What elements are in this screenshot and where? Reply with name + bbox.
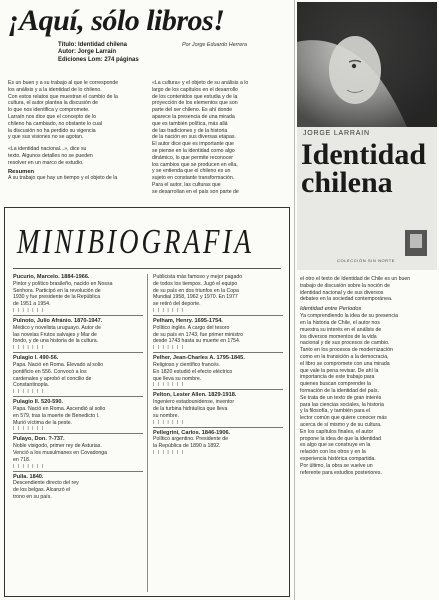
- bio-rule: [153, 352, 283, 353]
- text-row: formación de la identidad del país.: [300, 387, 380, 394]
- text-row: aparece la presencia de una mirada: [152, 113, 235, 120]
- bio-name: Pellegrini, Carlos. 1846-1906.: [153, 429, 231, 436]
- bio-rule: [13, 315, 143, 316]
- review-headline: ¡Aquí, sólo libros!: [8, 4, 225, 37]
- minibio-column-divider: [147, 274, 148, 592]
- text-row: Político inglés. A cargo del tesoro: [153, 324, 230, 331]
- text-row: como en la transición a la democracia,: [300, 353, 389, 360]
- text-row: lector común que quiere conocer más: [300, 415, 387, 422]
- text-row: Ya comprendiendo la idea de su presencia: [300, 313, 398, 320]
- text-row: de las tradiciones y de la historia: [152, 127, 228, 134]
- text-row: 1930 y fue presidente de la República: [13, 294, 101, 301]
- text-row: Pintor y político brasileño, nacido en Nossa: [13, 280, 113, 287]
- text-row: resolver en un marco de estudio.: [8, 159, 84, 166]
- text-row: acerca de sí mismo y de su cultura.: [300, 421, 382, 428]
- bio-name: Pulagio I. 490-56.: [13, 355, 59, 362]
- text-row: trono en su país.: [13, 493, 52, 500]
- text-row: se piense en la identidad como algo: [152, 147, 235, 154]
- review-byline: Por Jorge Eduardo Herrera: [182, 42, 248, 48]
- bio-rule: [13, 471, 143, 472]
- text-row: y se entienda que el chileno es un: [152, 168, 231, 175]
- bio-entry: [153, 318, 283, 353]
- text-row: Venció a los musulmanes en Covadonga: [13, 449, 108, 456]
- bio-rule: [13, 396, 143, 397]
- text-row: de los belgas. Alcanzó el: [13, 487, 71, 494]
- bio-name: Pulayo, Don. ?-737.: [13, 436, 65, 443]
- text-row: proyección de los elementos que son: [152, 100, 238, 107]
- text-row: de su país en dos triunfos en la Copa: [153, 287, 239, 294]
- text-row: A su trabajo que hay un tiempo y el objeto de la: [8, 174, 118, 181]
- column-divider: [294, 0, 295, 600]
- bio-separator: I I I I I I I: [153, 345, 185, 352]
- text-row: es algo que se construye en la: [300, 442, 371, 449]
- text-row: Mundial 1958, 1962 y 1970. En 1977: [153, 294, 238, 301]
- bio-rule: [153, 315, 283, 316]
- text-row: lo que nos identifica y compromete.: [8, 107, 90, 114]
- text-row: En los capítulos finales, el autor: [300, 428, 374, 435]
- text-row: «La cultura» y el objeto de su análisis a lo: [152, 80, 249, 86]
- bio-separator: I I I I I I I: [153, 419, 185, 426]
- section-label: Resumen: [8, 168, 35, 175]
- text-row: Ingeniero estadounidense, inventor: [153, 399, 235, 406]
- text-row: y la filosofía, y también para el: [300, 408, 371, 415]
- text-row: de los contenidos que estudia y de la: [152, 93, 238, 100]
- review-left-column: [8, 80, 148, 181]
- text-row: nacional y de sus procesos de cambio.: [300, 340, 390, 347]
- text-row: «La identidad nacional...», dice su: [8, 146, 87, 153]
- text-row: el otro el texto de Identidad de Chile es un buen: [300, 276, 411, 282]
- bio-entry: [153, 355, 283, 390]
- text-row: parte del ser chileno. Es ahí donde: [152, 107, 233, 114]
- text-row: En 1820 estudió el efecto eléctrico: [153, 368, 233, 375]
- text-row: de la nación en sus diversas etapas.: [152, 134, 236, 141]
- text-row: Político argentino. Presidente de: [153, 436, 228, 443]
- text-row: Religioso y científico francés.: [153, 361, 221, 368]
- minibio-title-rule: [13, 268, 281, 269]
- text-row: Tanto en los procesos de modernización: [300, 347, 393, 354]
- bio-name: Pucurio, Marcelo. 1884-1966.: [13, 274, 90, 280]
- bio-name: Pulagio II. 520-590.: [13, 399, 64, 406]
- text-row: se desarrollan en el país son parte de: [152, 188, 239, 195]
- bio-separator: I I I I I I I: [153, 307, 185, 314]
- text-row: que vale la pena revisar. De ahí la: [300, 367, 379, 374]
- bio-rule: [153, 389, 283, 390]
- minibio-left-column: [13, 274, 143, 501]
- text-row: en 579, tras la muerte de Benedicto I.: [13, 412, 100, 419]
- minibio-right-column: [153, 274, 283, 456]
- text-row: chileno ha cambiado, no obstante lo cual: [8, 120, 103, 127]
- bio-separator: I I I I I I I: [13, 345, 45, 352]
- text-row: Senhora. Participó en la revolución de: [13, 287, 101, 294]
- bio-entry: [13, 318, 143, 353]
- text-row: los análisis y a la identidad de lo chileno.: [8, 86, 102, 93]
- text-row: para las ciencias sociales, la historia: [300, 401, 384, 408]
- text-row: largo de los capítulos en el desarrollo: [152, 86, 238, 93]
- bio-name: Pelham, Henry. 1695-1754.: [153, 317, 223, 324]
- bio-separator: I I I I I I I: [13, 307, 45, 314]
- cover-author: JORGE LARRAIN: [303, 130, 370, 137]
- text-row: Descendiente directo del rey: [13, 480, 79, 487]
- bio-separator: I I I I I I I: [13, 389, 45, 396]
- text-row: experiencia histórica compartida.: [300, 455, 376, 462]
- minibio-title: MINIBIOGRAFIA: [17, 222, 254, 261]
- bio-entry: [13, 399, 143, 434]
- bio-name: Pelton, Lester Allen. 1829-1918.: [153, 392, 237, 399]
- text-row: Larraín nos dice que el concepto de lo: [8, 113, 96, 120]
- text-row: Noble visigodo, primer rey de Asturias.: [13, 443, 102, 450]
- text-row: referente para estudios posteriores.: [300, 469, 382, 476]
- bio-entry: [13, 474, 143, 501]
- bio-separator: I I I I I I I: [153, 449, 185, 456]
- text-row: los cambios que se producen en ella,: [152, 161, 238, 168]
- text-row: dinámico, lo que permite reconocer: [152, 154, 234, 161]
- bio-separator: I I I I I I I: [13, 463, 45, 470]
- bio-entry: [153, 392, 283, 427]
- text-row: Por último, la obra se vuelve un: [300, 462, 373, 469]
- right-section-label: Identidad entre Períodos: [300, 306, 362, 313]
- text-row: cultura, el autor plantea la discusión de: [8, 100, 98, 107]
- text-row: en la historia de Chile, el autor nos: [300, 319, 380, 326]
- text-row: fondo, y de una historia de la cultura.: [13, 338, 99, 345]
- bio-rule: [153, 427, 283, 428]
- text-row: identidad nacional y de sus diversos: [300, 289, 384, 296]
- text-row: Papa. Nació en Roma. Elevado al solio: [13, 361, 103, 368]
- text-row: Médico y novelista uruguayo. Autor de: [13, 324, 101, 331]
- book-meta: [58, 42, 178, 64]
- text-row: Con estos relatos que muestran el cambio de la: [8, 93, 118, 100]
- text-row: quienes buscan comprender la: [300, 381, 371, 388]
- text-row: debates en la sociedad contemporánea.: [300, 296, 393, 303]
- text-row: la discusión no ha perdido su vigencia: [8, 127, 96, 134]
- bio-name: Pulnoto, Julio Afránio. 1870-1947.: [13, 317, 103, 324]
- text-row: de la turbina hidráulica que lleva: [153, 405, 228, 412]
- text-row: de 1951 a 1954.: [13, 301, 51, 308]
- text-row: muestra su interés en el análisis de: [300, 326, 382, 333]
- text-row: Para el autor, las culturas que: [152, 181, 221, 188]
- bio-rule: [13, 433, 143, 434]
- bio-name: Pelher, Jean-Charles A. 1795-1845.: [153, 355, 245, 362]
- cover-title-line2: chilena: [301, 166, 393, 199]
- text-row: Publicista más famoso y mejor pagado: [153, 274, 243, 280]
- minibio-section: [4, 207, 290, 597]
- bio-entry: [153, 430, 283, 456]
- text-row: relación con los otros y en la: [300, 449, 366, 456]
- text-row: pontificio en 556. Convocó a los: [13, 368, 87, 375]
- text-row: Se trata de un texto de gran interés: [300, 394, 382, 401]
- text-row: los diversos momentos de la vida: [300, 333, 377, 340]
- text-row: desde 1743 hasta su muerte en 1754.: [153, 338, 241, 345]
- text-row: importancia de este trabajo para: [300, 374, 375, 381]
- text-row: en 718.: [13, 456, 31, 463]
- text-row: Constantinopla.: [13, 382, 50, 389]
- text-row: trabajo de discusión sobre la noción de: [300, 282, 390, 289]
- text-row: se retiró del deporte.: [153, 301, 201, 308]
- cover-title-line1: Identidad: [301, 138, 427, 171]
- text-row: de su país en 1743, fue primer ministro: [153, 331, 243, 338]
- meta-publisher: Ediciones Lom: 274 páginas: [58, 56, 139, 63]
- meta-author: Autor: Jorge Larraín: [58, 49, 117, 56]
- text-row: Papa. Nació en Roma. Ascendió al solio: [13, 405, 106, 412]
- bio-separator: I I I I I I I: [153, 382, 185, 389]
- bio-entry: [13, 436, 143, 471]
- bio-rule: [13, 352, 143, 353]
- review-right-column: [300, 276, 434, 476]
- text-row: cardenales y aprobó el concilio de: [13, 375, 92, 382]
- bio-separator: I I I I I I I: [13, 426, 45, 433]
- text-row: de todos los tiempos. Jugó el equipo: [153, 280, 238, 287]
- bio-entry: [13, 355, 143, 397]
- bio-entry: [13, 274, 143, 316]
- text-row: Es un buen y a su trabajo al que le corresponde: [8, 80, 119, 86]
- text-row: que lleva su nombre.: [153, 375, 202, 382]
- review-middle-column: [152, 80, 290, 196]
- book-cover: [297, 2, 437, 270]
- text-row: El autor dice que es importante que: [152, 141, 234, 148]
- text-row: que es también política, más allá: [152, 120, 228, 127]
- text-row: su nombre.: [153, 412, 179, 419]
- cover-collection: COLECCIÓN SIN NORTE: [337, 258, 395, 263]
- bio-entry: [153, 274, 283, 316]
- text-row: el libro se compromete con una mirada: [300, 360, 390, 367]
- text-row: sujeto en constante transformación.: [152, 175, 235, 182]
- text-row: Murió víctima de la peste.: [13, 419, 73, 426]
- text-row: las novelas Frutos salvajes y Mar de: [13, 331, 97, 338]
- bio-name: Pulla. 1840.: [13, 473, 44, 480]
- text-row: la República de 1890 a 1892.: [153, 443, 221, 450]
- text-row: propone la idea de que la identidad: [300, 435, 382, 442]
- text-row: texto. Algunos detalles no se pueden: [8, 152, 93, 159]
- meta-title: Título: Identidad chilena: [58, 42, 127, 48]
- text-row: y que sus visiones no se agotan.: [8, 134, 84, 141]
